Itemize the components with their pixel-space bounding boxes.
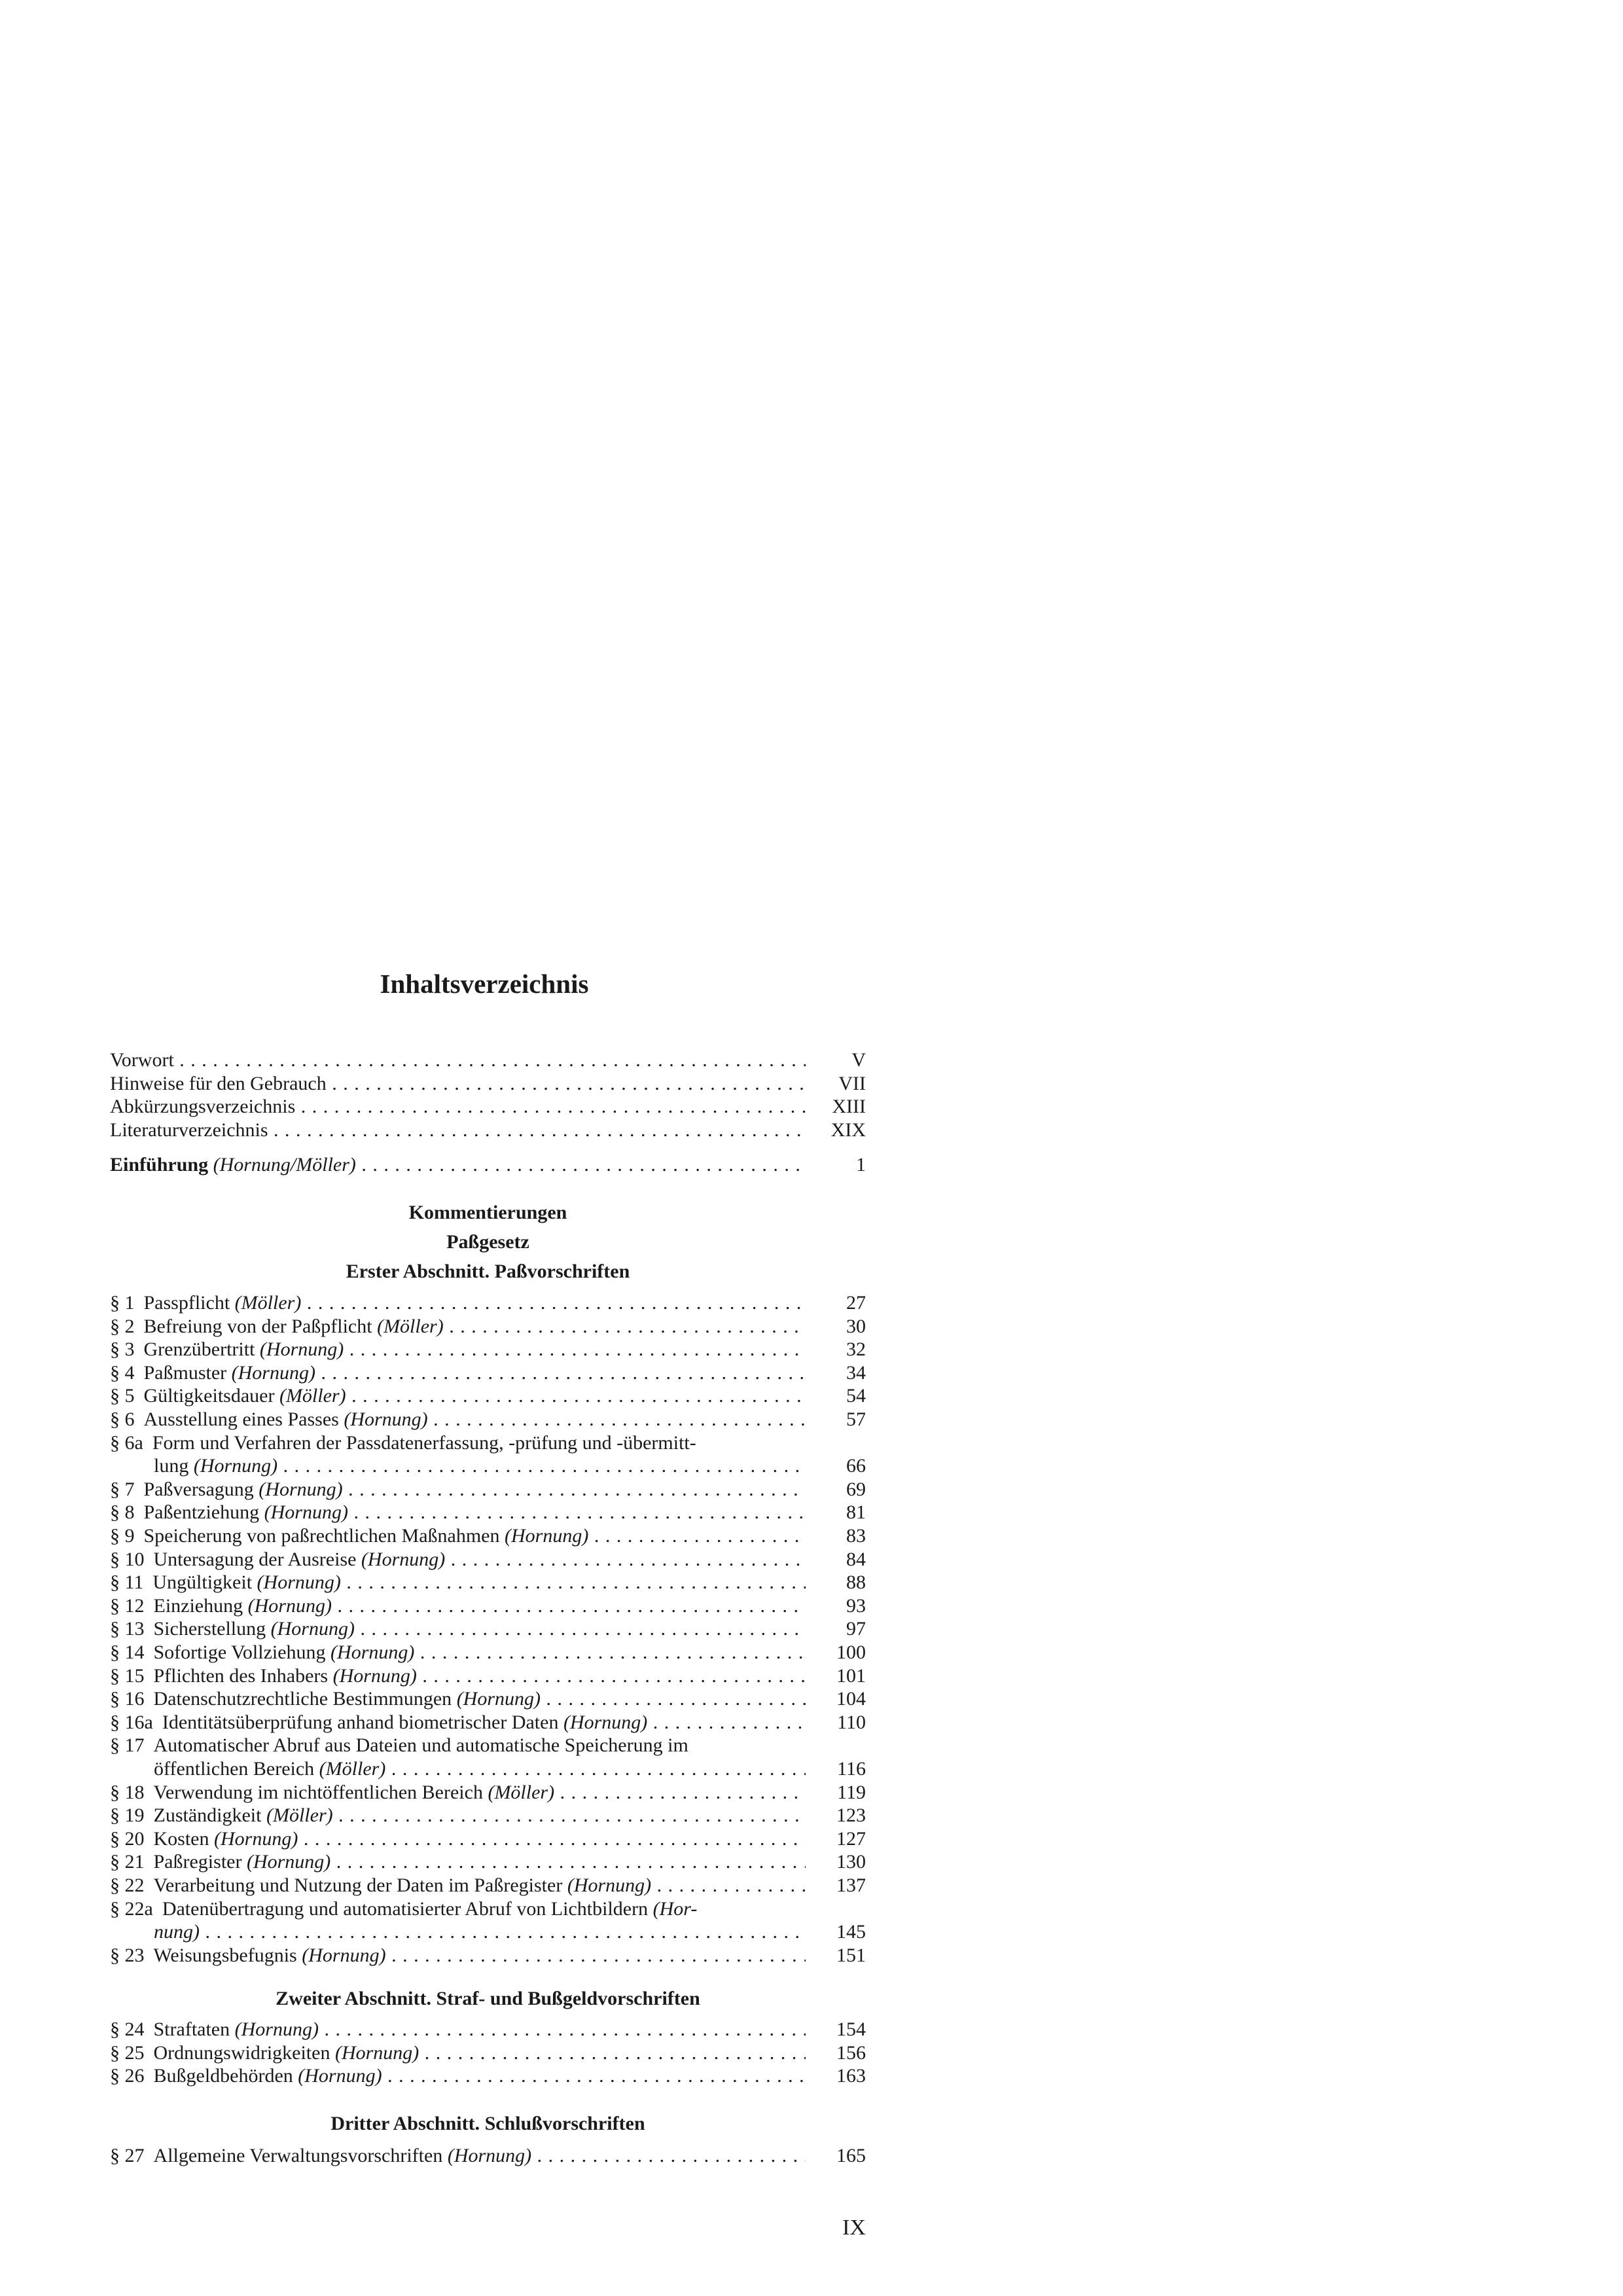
- entry-page: 83: [846, 1525, 866, 1547]
- page-number: IX: [842, 2215, 866, 2240]
- entry-title: Datenübertragung und automatisierter Abruf von Lichtbildern: [162, 1897, 649, 1920]
- entry-text: [110, 1072, 806, 1096]
- toc-entry: [110, 1874, 866, 1897]
- introduction-entry: [110, 1153, 866, 1177]
- entry-title: Hinweise für den Gebrauch: [110, 1072, 327, 1094]
- entry-title: Befreiung von der Paßpflicht: [143, 1315, 372, 1337]
- entry-page: 165: [836, 2145, 866, 2166]
- entry-author: (Hornung): [361, 1548, 446, 1570]
- entry-page: 93: [846, 1594, 866, 1617]
- entry-title: Weisungsbefugnis: [153, 1944, 297, 1966]
- entry-title: Bußgeldbehörden: [153, 2065, 293, 2087]
- entry-page: V: [851, 1049, 866, 1071]
- entry-page: 81: [846, 1501, 866, 1524]
- toc-entry: [110, 1617, 866, 1641]
- entry-text: [110, 1711, 806, 1734]
- paragraph-number: § 21: [110, 1851, 145, 1873]
- front-matter-entry: [110, 1095, 866, 1119]
- entry-author: (Möller): [377, 1315, 444, 1337]
- entry-author: (Hornung): [563, 1711, 648, 1733]
- entry-title: Gültigkeitsdauer: [143, 1385, 275, 1407]
- paragraph-number: § 11: [110, 1571, 144, 1594]
- entry-text: [110, 1524, 806, 1548]
- entry-author: (Möller): [319, 1758, 386, 1780]
- entry-text: [110, 1431, 806, 1455]
- entry-author: (Hornung): [264, 1501, 348, 1524]
- entry-text: [110, 1874, 806, 1897]
- paragraph-number: § 18: [110, 1781, 145, 1803]
- entry-title: Speicherung von paßrechtlichen Maßnahmen: [143, 1525, 500, 1547]
- toc-entry: [110, 1827, 866, 1851]
- entry-page: 84: [846, 1548, 866, 1570]
- entry-author: (Hornung/Möller): [213, 1154, 356, 1175]
- entry-page: 110: [837, 1711, 866, 1733]
- toc-entry: [110, 1338, 866, 1361]
- entry-text: [110, 1501, 806, 1524]
- toc-entry: [110, 2144, 866, 2168]
- toc-entry: [110, 1291, 866, 1315]
- entry-page: 1: [856, 1154, 866, 1175]
- toc-entry: [110, 2064, 866, 2088]
- entry-author: (Hornung): [259, 1478, 343, 1500]
- entry-text: [110, 2041, 806, 2065]
- entry-author: (Hornung): [257, 1571, 341, 1594]
- entry-title: Grenzübertritt: [143, 1338, 255, 1361]
- paragraph-number: § 16a: [110, 1711, 153, 1733]
- toc-entry: [110, 1944, 866, 1967]
- toc-entry: [110, 1571, 866, 1594]
- entry-title: Pflichten des Inhabers: [153, 1664, 329, 1687]
- entry-page: 27: [846, 1292, 866, 1314]
- paragraph-number: § 19: [110, 1804, 145, 1827]
- toc-entry: [110, 1641, 866, 1664]
- entry-page: 100: [836, 1641, 866, 1663]
- entry-page: 97: [846, 1618, 866, 1640]
- entry-author: (Möller): [234, 1292, 302, 1314]
- entry-text: [110, 1617, 806, 1641]
- entry-text: [110, 1897, 806, 1921]
- heading-section-2: Zweiter Abschnitt. Straf- und Bußgeldvorschriften: [276, 1988, 700, 2009]
- paragraph-number: § 25: [110, 2041, 145, 2064]
- entry-page: 154: [836, 2018, 866, 2040]
- toc-entry: [110, 1408, 866, 1431]
- entry-title: Abkürzungsverzeichnis: [110, 1096, 296, 1118]
- heading-section-1: Erster Abschnitt. Paßvorschriften: [346, 1261, 630, 1282]
- heading-passgesetz: Paßgesetz: [446, 1231, 529, 1253]
- entry-text: [110, 1291, 806, 1315]
- entry-author: (Hornung): [214, 1827, 298, 1850]
- entry-page: 88: [846, 1571, 866, 1594]
- entry-author: (Hornung): [259, 1338, 344, 1361]
- entry-page: 156: [836, 2041, 866, 2064]
- entry-author: (Hornung): [344, 1408, 428, 1430]
- front-matter-entry: [110, 1072, 866, 1096]
- paragraph-number: § 16: [110, 1688, 145, 1710]
- entry-title: Datenschutzrechtliche Bestimmungen: [153, 1688, 452, 1710]
- paragraph-number: § 15: [110, 1664, 145, 1687]
- entry-title: Kosten: [153, 1827, 209, 1850]
- paragraph-number: § 13: [110, 1618, 145, 1640]
- entry-text: [110, 1548, 806, 1571]
- entry-author: (Hornung): [234, 2018, 319, 2040]
- toc-entry: [110, 1431, 866, 1455]
- entry-text: [110, 1944, 806, 1967]
- entry-title: Paßregister: [153, 1851, 242, 1873]
- entry-page: 119: [837, 1781, 866, 1803]
- entry-author: (Hornung): [270, 1618, 355, 1640]
- toc-entry: [110, 1687, 866, 1711]
- entry-author: (Hornung): [302, 1944, 386, 1966]
- entry-author: (Möller): [266, 1804, 333, 1827]
- entry-author: (Hornung): [504, 1525, 589, 1547]
- entry-page: 116: [837, 1758, 866, 1780]
- entry-page: 66: [846, 1455, 866, 1477]
- paragraph-number: § 26: [110, 2065, 145, 2087]
- entry-author: (Hornung): [247, 1594, 332, 1617]
- toc-entry: [110, 1548, 866, 1571]
- entry-title: Vorwort: [110, 1049, 174, 1071]
- entry-author: (Hornung): [330, 1641, 415, 1663]
- entry-text: [154, 1757, 806, 1781]
- entry-text: [110, 1095, 806, 1119]
- entry-page: 69: [846, 1478, 866, 1500]
- paragraph-number: § 8: [110, 1501, 135, 1524]
- entry-title: Untersagung der Ausreise: [153, 1548, 357, 1570]
- entry-page: XIII: [832, 1096, 866, 1118]
- toc-entry: [110, 2041, 866, 2065]
- toc-entry: [110, 2018, 866, 2041]
- entry-text: [110, 1594, 806, 1618]
- entry-author: (Möller): [279, 1385, 346, 1407]
- entry-page: 34: [846, 1361, 866, 1384]
- toc-entry: [110, 1711, 866, 1734]
- entry-author: (Hornung): [246, 1851, 331, 1873]
- entry-page: 163: [836, 2065, 866, 2087]
- entry-text: [110, 1641, 806, 1664]
- paragraph-number: § 22: [110, 1874, 145, 1896]
- entry-title: Straftaten: [153, 2018, 230, 2040]
- entry-page: 32: [846, 1338, 866, 1361]
- paragraph-number: § 17: [110, 1734, 145, 1757]
- entry-text: [110, 1049, 806, 1072]
- entry-page: VII: [838, 1072, 866, 1094]
- paragraph-number: § 20: [110, 1827, 145, 1850]
- entry-text: [110, 1384, 806, 1408]
- paragraph-number: § 10: [110, 1548, 145, 1570]
- entry-text: [110, 1478, 806, 1501]
- entry-author: (Hornung): [334, 2041, 419, 2064]
- paragraph-number: § 22a: [110, 1897, 153, 1920]
- toc-entry: [110, 1804, 866, 1827]
- toc-entry: [110, 1850, 866, 1874]
- entry-title: Ordnungswidrigkeiten: [153, 2041, 330, 2064]
- paragraph-number: § 4: [110, 1361, 135, 1384]
- entry-text: [110, 1687, 806, 1711]
- entry-title: lung: [154, 1455, 189, 1477]
- toc-entry: [110, 1361, 866, 1385]
- entry-title: Ausstellung eines Passes: [143, 1408, 339, 1430]
- entry-text: [110, 2018, 806, 2041]
- entry-text: [110, 1338, 806, 1361]
- entry-author: (Hornung): [567, 1874, 652, 1896]
- entry-title: Literaturverzeichnis: [110, 1119, 268, 1141]
- entry-title: Zuständigkeit: [153, 1804, 262, 1827]
- entry-author: (Hor-: [652, 1897, 698, 1920]
- paragraph-number: § 6a: [110, 1431, 143, 1454]
- paragraph-number: § 12: [110, 1594, 145, 1617]
- toc-entry: [110, 1384, 866, 1408]
- entry-title: Sofortige Vollziehung: [153, 1641, 326, 1663]
- entry-text: [110, 1571, 806, 1594]
- entry-title: Identitätsüberprüfung anhand biometrischer Daten: [162, 1711, 559, 1733]
- paragraph-number: § 24: [110, 2018, 145, 2040]
- paragraph-number: § 5: [110, 1385, 135, 1407]
- front-matter-entry: [110, 1119, 866, 1142]
- toc-entry-continuation: [110, 1920, 866, 1944]
- entry-title: Form und Verfahren der Passdatenerfassung, -prüfung und -übermitt-: [152, 1431, 696, 1454]
- entry-title: Einziehung: [153, 1594, 243, 1617]
- entry-text: [154, 1920, 806, 1944]
- entry-title: Automatischer Abruf aus Dateien und automatische Speicherung im: [153, 1734, 688, 1757]
- paragraph-number: § 3: [110, 1338, 135, 1361]
- entry-text: [110, 1850, 806, 1874]
- entry-page: XIX: [830, 1119, 866, 1141]
- entry-title: Verwendung im nichtöffentlichen Bereich: [153, 1781, 483, 1803]
- entry-page: 30: [846, 1315, 866, 1337]
- entry-text: [110, 2144, 806, 2168]
- entry-page: 54: [846, 1385, 866, 1407]
- entry-title: Einführung: [110, 1154, 209, 1175]
- entry-page: 104: [836, 1688, 866, 1710]
- heading-kommentierungen: Kommentierungen: [408, 1202, 567, 1223]
- entry-author: (Hornung): [332, 1664, 417, 1687]
- entry-author: (Hornung): [447, 2145, 532, 2166]
- entry-text: [110, 1119, 806, 1142]
- toc-entry: [110, 1594, 866, 1618]
- toc-entry: [110, 1734, 866, 1757]
- entry-text: [110, 2064, 806, 2088]
- entry-title: öffentlichen Bereich: [154, 1758, 315, 1780]
- paragraph-number: § 1: [110, 1292, 135, 1314]
- toc-entry: [110, 1315, 866, 1338]
- entry-page: 137: [836, 1874, 866, 1896]
- paragraph-number: § 23: [110, 1944, 145, 1966]
- toc-entry: [110, 1781, 866, 1804]
- entry-title: Verarbeitung und Nutzung der Daten im Paßregister: [153, 1874, 563, 1896]
- toc-entry: [110, 1664, 866, 1688]
- entry-author: (Hornung): [298, 2065, 382, 2087]
- entry-page: 57: [846, 1408, 866, 1430]
- entry-text: [110, 1804, 806, 1827]
- entry-title: Paßmuster: [143, 1361, 227, 1384]
- entry-title: Sicherstellung: [153, 1618, 266, 1640]
- entry-author: (Hornung): [193, 1455, 278, 1477]
- entry-page: 145: [836, 1921, 866, 1943]
- toc-entry: [110, 1524, 866, 1548]
- entry-page: 151: [836, 1944, 866, 1966]
- paragraph-number: § 2: [110, 1315, 135, 1337]
- entry-text: [110, 1827, 806, 1851]
- entry-title: Passpflicht: [143, 1292, 230, 1314]
- entry-title: Paßentziehung: [143, 1501, 260, 1524]
- toc-entry: [110, 1501, 866, 1524]
- entry-author: nung): [154, 1921, 200, 1943]
- entry-text: [110, 1408, 806, 1431]
- entry-text: [110, 1153, 806, 1177]
- front-matter-entry: [110, 1049, 866, 1072]
- paragraph-number: § 7: [110, 1478, 135, 1500]
- entry-title: Paßversagung: [143, 1478, 254, 1500]
- paragraph-number: § 6: [110, 1408, 135, 1430]
- entry-text: [154, 1454, 806, 1478]
- entry-page: 123: [836, 1804, 866, 1827]
- page-title: Inhaltsverzeichnis: [380, 969, 589, 999]
- entry-text: [110, 1361, 806, 1385]
- entry-author: (Hornung): [456, 1688, 541, 1710]
- toc-entry-continuation: [110, 1757, 866, 1781]
- entry-title: Ungültigkeit: [152, 1571, 253, 1594]
- entry-page: 101: [836, 1664, 866, 1687]
- toc-entry: [110, 1897, 866, 1921]
- entry-text: [110, 1664, 806, 1688]
- paragraph-number: § 27: [110, 2145, 145, 2166]
- entry-author: (Hornung): [231, 1361, 315, 1384]
- entry-author: (Möller): [488, 1781, 555, 1803]
- toc-entry: [110, 1478, 866, 1501]
- entry-page: 127: [836, 1827, 866, 1850]
- paragraph-number: § 14: [110, 1641, 145, 1663]
- entry-title: Allgemeine Verwaltungsvorschriften: [153, 2145, 443, 2166]
- entry-text: [110, 1734, 806, 1757]
- entry-text: [110, 1315, 806, 1338]
- heading-section-3: Dritter Abschnitt. Schlußvorschriften: [330, 2113, 645, 2134]
- toc-entry-continuation: [110, 1454, 866, 1478]
- paragraph-number: § 9: [110, 1525, 135, 1547]
- entry-page: 130: [836, 1851, 866, 1873]
- entry-text: [110, 1781, 806, 1804]
